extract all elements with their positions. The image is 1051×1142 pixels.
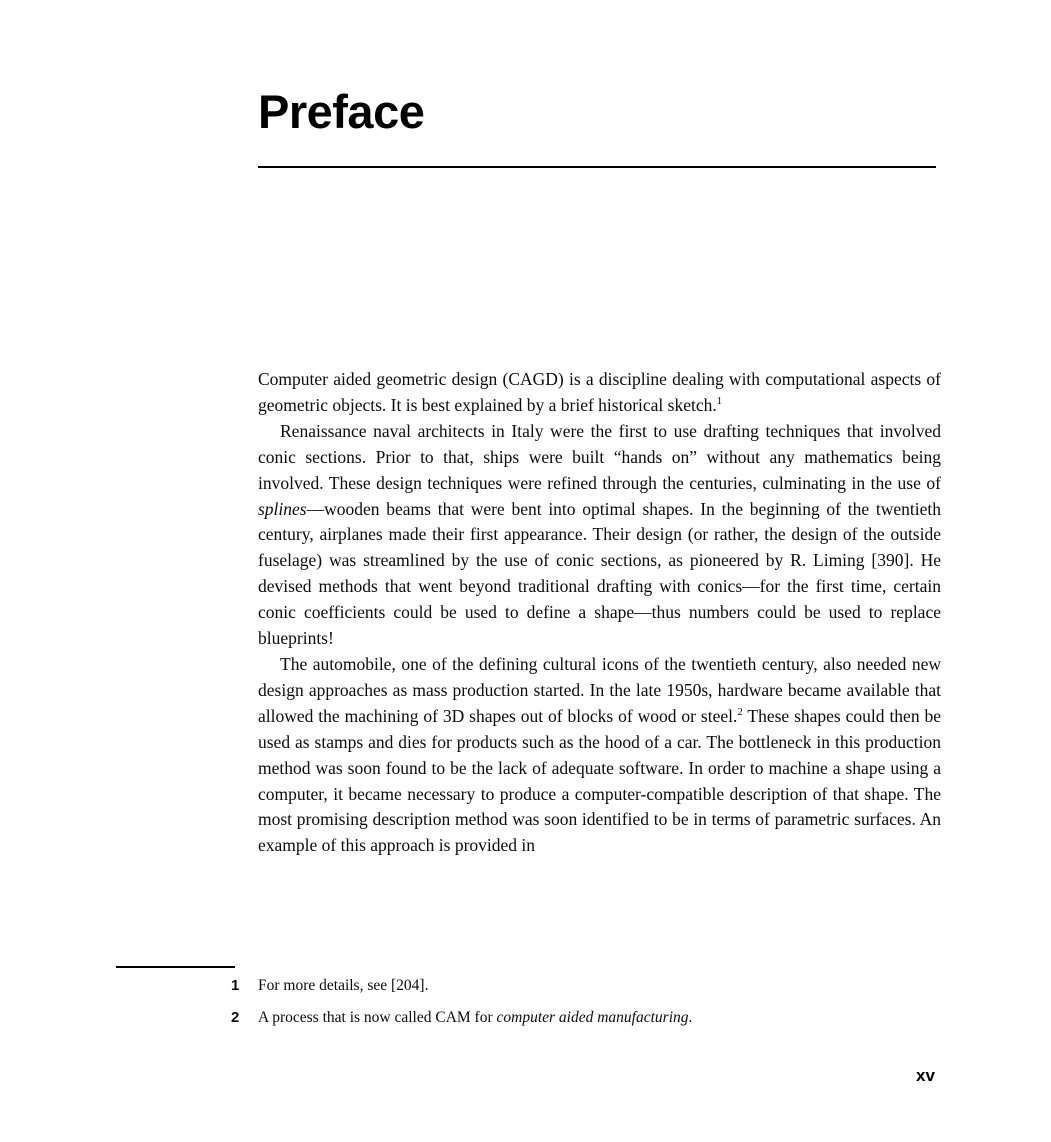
footnote-rule <box>116 966 235 968</box>
footnote-number: 2 <box>231 1009 240 1026</box>
footnotes <box>231 976 943 1040</box>
footnote-segment: For more details, see [204]. <box>258 977 429 994</box>
footnote-1 <box>231 976 943 996</box>
footnote-number: 1 <box>231 977 240 994</box>
footnote-text <box>258 1008 943 1028</box>
paragraph-text: —wooden beams that were bent into optimal shapes. In the beginning of the twentieth century, airplanes made their first appearance. Their design (or rather, the design of the outside fuselage) was streamlined by the use of conic sections, as pioneered by R. Liming [390]. He devised methods that went beyond traditional drafting with conics—for the first time, certain conic coefficients could be used to define a shape—thus numbers could be used to replace blueprints! <box>258 498 941 649</box>
paragraph-text: Computer aided geometric design (CAGD) is a discipline dealing with computational aspects of geometric objects. It is best explained by a brief historical sketch. <box>258 369 941 415</box>
footnote-marker-2: 2 <box>737 705 743 718</box>
page-title: Preface <box>258 85 425 138</box>
paragraph-text: Renaissance naval architects in Italy were the first to use drafting techniques that involved conic sections. Prior to that, ships were built “hands on” without any mathematics being involved. These design techniques were refined through the centuries, culminating in the use of <box>258 420 941 493</box>
paragraph-text: The automobile, one of the defining cultural icons of the twentieth century, also needed new design approaches as mass production started. In the late 1950s, hardware became available that allowed the machining of 3D shapes out of blocks of wood or steel. <box>258 653 941 726</box>
paragraph-text: These shapes could then be used as stamps and dies for products such as the hood of a car. The bottleneck in this production method was soon found to be the lack of adequate software. In order to machine a shape using a computer, it became necessary to produce a computer-compatible description of that shape. The most promising description method was soon identified to be in terms of parametric surfaces. An example of this approach is provided in <box>258 705 941 856</box>
title-rule <box>258 166 936 168</box>
footnote-marker-1: 1 <box>716 395 723 408</box>
italic-term-splines: splines <box>258 498 307 519</box>
footnote-2 <box>231 1008 943 1028</box>
paragraph-3 <box>258 652 941 859</box>
italic-term-cam: computer aided manufacturing <box>496 1009 689 1026</box>
footnote-text <box>258 976 943 996</box>
page-number: xv <box>916 1066 935 1085</box>
body-text <box>258 367 941 859</box>
footnote-segment: . <box>688 1009 693 1026</box>
paragraph-2 <box>258 419 941 652</box>
footnote-segment: A process that is now called CAM for <box>258 1009 497 1026</box>
paragraph-1 <box>258 367 941 419</box>
